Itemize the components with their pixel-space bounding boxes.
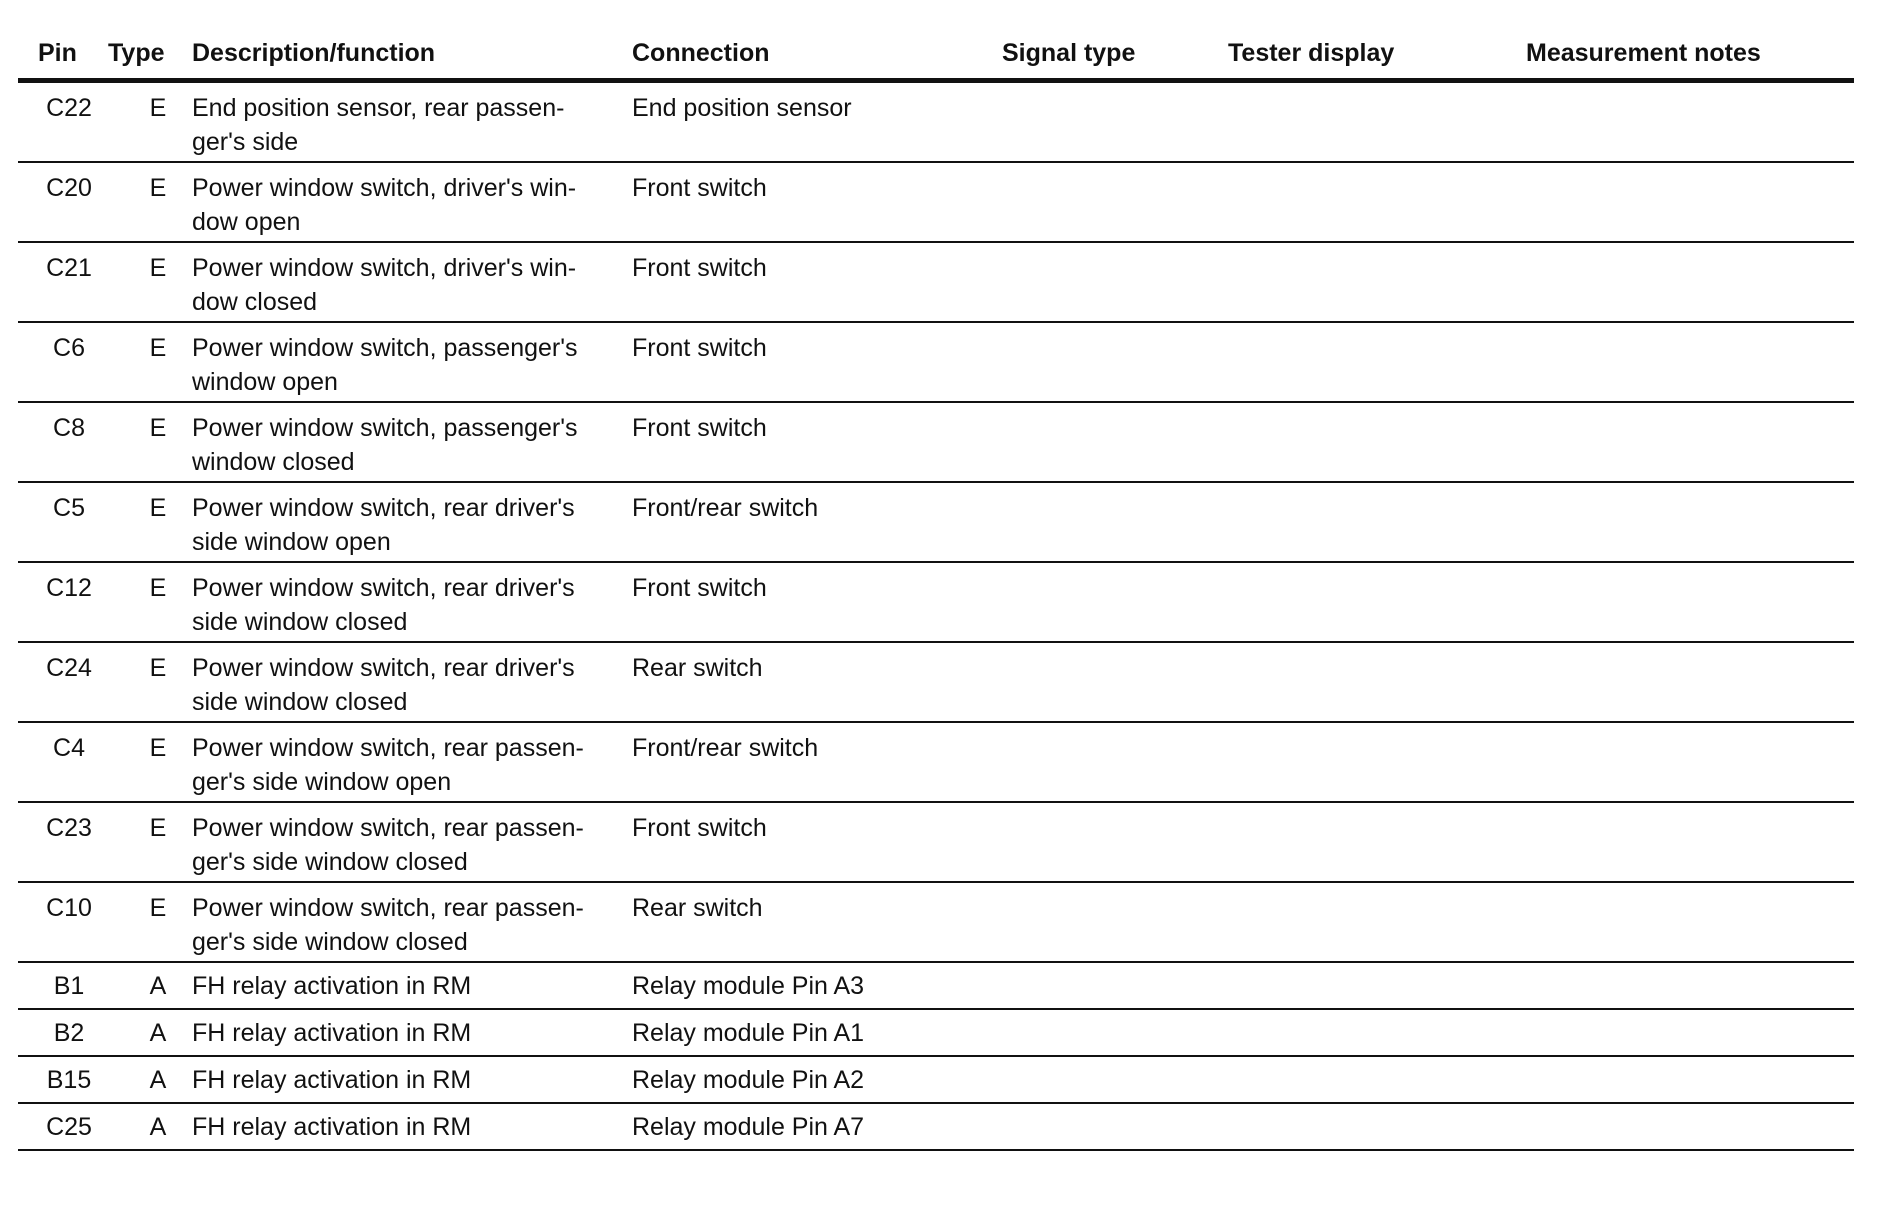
cell-description	[192, 491, 632, 559]
header-tester-display: Tester display	[1228, 39, 1395, 67]
cell-connection: Front switch	[632, 174, 767, 202]
cell-description	[192, 651, 632, 719]
cell-description	[192, 251, 632, 319]
table-row	[18, 963, 1854, 1010]
cell-type: A	[149, 1113, 167, 1141]
cell-description: FH relay activation in RM	[192, 1066, 472, 1094]
header-measurement-notes: Measurement notes	[1526, 39, 1761, 67]
cell-pin: C12	[46, 574, 92, 602]
description-line: Power window switch, rear driver's	[192, 574, 575, 602]
description-line: Power window switch, passenger's	[192, 414, 578, 442]
cell-pin: C25	[46, 1113, 92, 1141]
table-row	[18, 323, 1854, 403]
description-line: ger's side	[192, 128, 299, 156]
cell-type: E	[149, 414, 167, 442]
cell-connection: Rear switch	[632, 894, 763, 922]
description-line: side window open	[192, 528, 391, 556]
cell-description: FH relay activation in RM	[192, 1113, 472, 1141]
cell-pin: B1	[53, 972, 85, 1000]
cell-connection: Relay module Pin A1	[632, 1019, 865, 1047]
description-line: ger's side window open	[192, 768, 452, 796]
description-line: dow open	[192, 208, 301, 236]
cell-connection: Front/rear switch	[632, 494, 819, 522]
cell-connection: Relay module Pin A2	[632, 1066, 865, 1094]
cell-type: E	[149, 574, 167, 602]
description-line: End position sensor, rear passen-	[192, 94, 565, 122]
cell-pin: C23	[46, 814, 92, 842]
cell-type: E	[149, 94, 167, 122]
cell-connection: Front switch	[632, 414, 767, 442]
cell-type: E	[149, 254, 167, 282]
cell-type: E	[149, 334, 167, 362]
cell-type: E	[149, 174, 167, 202]
description-line: Power window switch, rear passen-	[192, 814, 584, 842]
cell-connection: Rear switch	[632, 654, 763, 682]
description-line: window open	[192, 368, 338, 396]
cell-connection: Front switch	[632, 334, 767, 362]
cell-type: A	[149, 1019, 167, 1047]
cell-description	[192, 411, 632, 479]
cell-pin: B2	[53, 1019, 85, 1047]
table-row	[18, 803, 1854, 883]
cell-connection: Front switch	[632, 814, 767, 842]
cell-pin: B15	[46, 1066, 92, 1094]
description-line: window closed	[192, 448, 355, 476]
cell-connection: Front switch	[632, 254, 767, 282]
table-row	[18, 1010, 1854, 1057]
table-row	[18, 643, 1854, 723]
cell-type: E	[149, 654, 167, 682]
cell-type: E	[149, 734, 167, 762]
table-row	[18, 483, 1854, 563]
description-line: Power window switch, driver's win-	[192, 254, 577, 282]
header-type: Type	[108, 39, 165, 67]
cell-description: FH relay activation in RM	[192, 972, 472, 1000]
table-row	[18, 1104, 1854, 1151]
cell-pin: C10	[46, 894, 92, 922]
description-line: ger's side window closed	[192, 848, 468, 876]
table-row	[18, 563, 1854, 643]
description-line: ger's side window closed	[192, 928, 468, 956]
description-line: dow closed	[192, 288, 318, 316]
cell-description	[192, 91, 632, 159]
description-line: Power window switch, rear passen-	[192, 894, 584, 922]
description-line: Power window switch, rear driver's	[192, 494, 575, 522]
cell-description	[192, 571, 632, 639]
table-row	[18, 243, 1854, 323]
cell-pin: C8	[53, 414, 85, 442]
description-line: Power window switch, passenger's	[192, 334, 578, 362]
cell-description	[192, 331, 632, 399]
table-row	[18, 403, 1854, 483]
table-row	[18, 163, 1854, 243]
cell-pin: C24	[46, 654, 92, 682]
cell-pin: C5	[53, 494, 85, 522]
description-line: Power window switch, rear driver's	[192, 654, 575, 682]
cell-pin: C4	[53, 734, 85, 762]
table-row	[18, 83, 1854, 163]
table-row	[18, 723, 1854, 803]
cell-type: A	[149, 1066, 167, 1094]
cell-pin: C22	[46, 94, 92, 122]
header-connection: Connection	[632, 39, 770, 67]
table-row	[18, 883, 1854, 963]
cell-connection: Front/rear switch	[632, 734, 819, 762]
cell-type: E	[149, 814, 167, 842]
cell-description	[192, 891, 632, 959]
cell-pin: C20	[46, 174, 92, 202]
pin-assignment-table	[18, 34, 1854, 1151]
cell-pin: C21	[46, 254, 92, 282]
table-header	[18, 34, 1854, 83]
cell-connection: Relay module Pin A7	[632, 1113, 865, 1141]
header-signal-type: Signal type	[1002, 39, 1136, 67]
cell-type: A	[149, 972, 167, 1000]
cell-description	[192, 171, 632, 239]
cell-description	[192, 731, 632, 799]
description-line: side window closed	[192, 688, 408, 716]
cell-connection: Relay module Pin A3	[632, 972, 865, 1000]
description-line: Power window switch, rear passen-	[192, 734, 584, 762]
description-line: side window closed	[192, 608, 408, 636]
cell-connection: End position sensor	[632, 94, 852, 122]
cell-description	[192, 811, 632, 879]
cell-type: E	[149, 494, 167, 522]
header-description: Description/function	[192, 39, 436, 67]
cell-pin: C6	[53, 334, 85, 362]
cell-type: E	[149, 894, 167, 922]
header-pin: Pin	[38, 39, 77, 67]
cell-connection: Front switch	[632, 574, 767, 602]
cell-description: FH relay activation in RM	[192, 1019, 472, 1047]
table-row	[18, 1057, 1854, 1104]
description-line: Power window switch, driver's win-	[192, 174, 577, 202]
